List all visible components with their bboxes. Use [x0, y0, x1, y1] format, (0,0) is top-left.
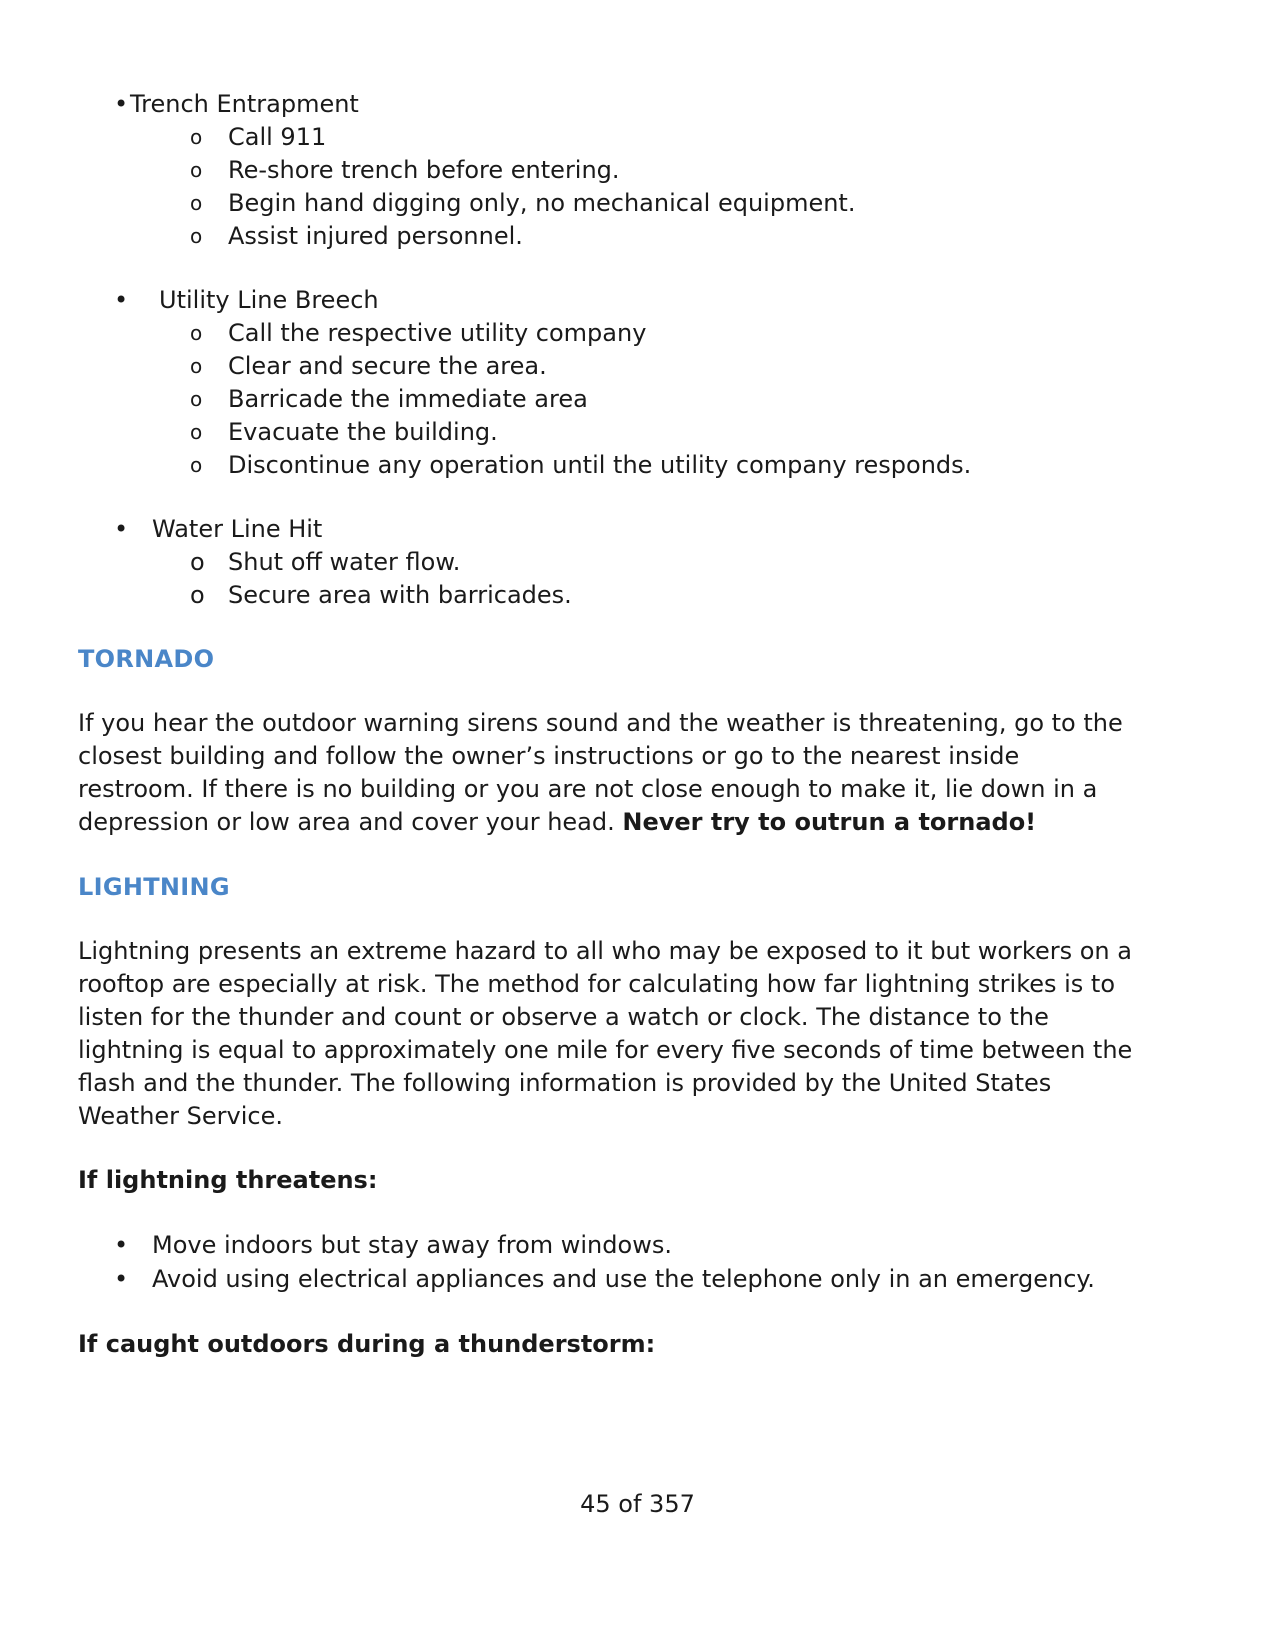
utility-item-1: Call the respective utility company — [228, 319, 647, 347]
circle-bullet-icon: o — [190, 581, 205, 609]
lightning-threatens-heading: If lightning threatens: — [78, 1166, 378, 1194]
lightning-line-2: rooftop are especially at risk. The method for calculating how far lightning strikes is to — [78, 970, 1116, 998]
water-item-1: Shut off water flow. — [228, 548, 461, 576]
tornado-line-4-text: depression or low area and cover your head. — [78, 808, 623, 836]
circle-bullet-icon: o — [190, 191, 203, 215]
tornado-emphasis: Never try to outrun a tornado! — [622, 808, 1037, 836]
circle-bullet-icon: o — [190, 420, 203, 444]
utility-item-2: Clear and secure the area. — [228, 352, 547, 380]
bullet-icon: • — [114, 90, 129, 118]
lightning-paragraph — [78, 935, 1198, 1133]
utility-title: Utility Line Breech — [159, 286, 379, 314]
threatens-item-2: Avoid using electrical appliances and use the telephone only in an emergency. — [152, 1265, 1095, 1293]
tornado-line-2: closest building and follow the owner’s instructions or go to the nearest inside — [78, 742, 1020, 770]
lightning-line-5: flash and the thunder. The following information is provided by the United States — [78, 1069, 1052, 1097]
circle-bullet-icon: o — [190, 321, 203, 345]
water-title: Water Line Hit — [152, 515, 323, 543]
utility-item-5: Discontinue any operation until the utility company responds. — [228, 451, 972, 479]
lightning-outdoors-heading: If caught outdoors during a thunderstorm: — [78, 1330, 656, 1358]
tornado-heading: TORNADO — [78, 645, 215, 673]
utility-item-3: Barricade the immediate area — [228, 385, 588, 413]
tornado-line-4 — [78, 806, 1198, 839]
lightning-line-1: Lightning presents an extreme hazard to all who may be exposed to it but workers on a — [78, 937, 1132, 965]
bullet-icon: • — [114, 515, 129, 543]
trench-item-3: Begin hand digging only, no mechanical equipment. — [228, 189, 856, 217]
lightning-line-3: listen for the thunder and count or observe a watch or clock. The distance to the — [78, 1003, 1049, 1031]
bullet-icon: • — [114, 286, 129, 314]
lightning-line-6: Weather Service. — [78, 1102, 284, 1130]
circle-bullet-icon: o — [190, 354, 203, 378]
lightning-heading: LIGHTNING — [78, 873, 230, 901]
circle-bullet-icon: o — [190, 125, 203, 149]
circle-bullet-icon: o — [190, 387, 203, 411]
trench-item-2: Re-shore trench before entering. — [228, 156, 620, 184]
threatens-item-1: Move indoors but stay away from windows. — [152, 1231, 672, 1259]
bullet-icon: • — [114, 1265, 129, 1293]
lightning-line-4: lightning is equal to approximately one mile for every five seconds of time between the — [78, 1036, 1133, 1064]
page-number: 45 of 357 — [580, 1490, 695, 1518]
trench-item-4: Assist injured personnel. — [228, 222, 523, 250]
circle-bullet-icon: o — [190, 548, 205, 576]
bullet-icon: • — [114, 1231, 129, 1259]
circle-bullet-icon: o — [190, 224, 203, 248]
tornado-paragraph — [78, 707, 1198, 839]
water-item-2: Secure area with barricades. — [228, 581, 572, 609]
utility-item-4: Evacuate the building. — [228, 418, 498, 446]
trench-title: Trench Entrapment — [130, 90, 359, 118]
circle-bullet-icon: o — [190, 453, 203, 477]
trench-item-1: Call 911 — [228, 123, 327, 151]
tornado-line-3: restroom. If there is no building or you are not close enough to make it, lie down in a — [78, 775, 1098, 803]
circle-bullet-icon: o — [190, 158, 203, 182]
tornado-line-1: If you hear the outdoor warning sirens sound and the weather is threatening, go to the — [78, 709, 1123, 737]
